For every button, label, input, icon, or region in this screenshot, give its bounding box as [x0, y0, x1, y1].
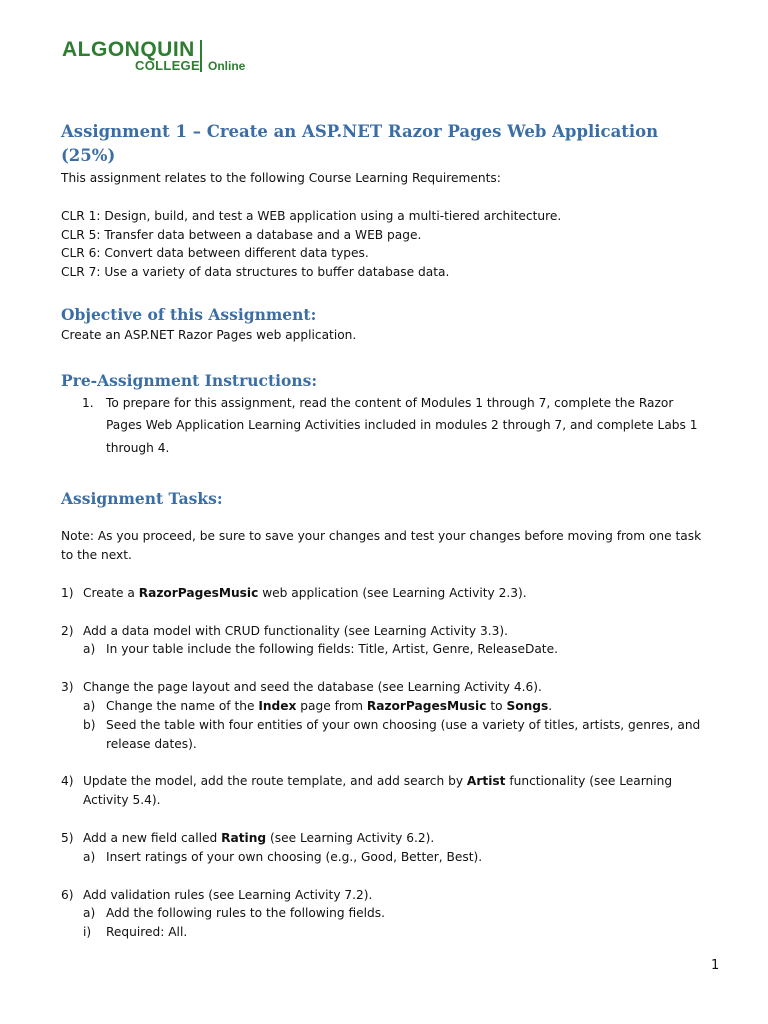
clr-item: CLR 7: Use a variety of data structures to buffer database data.: [61, 265, 450, 280]
subtask-text: In your table include the following fields: Title, Artist, Genre, ReleaseDate.: [106, 642, 558, 657]
subtask: [83, 697, 711, 716]
sub-subtask-marker: i): [83, 925, 92, 940]
task-2: [61, 622, 711, 660]
assignment-tasks-heading: Assignment Tasks:: [61, 489, 223, 509]
task-3: [61, 678, 711, 753]
list-item-text: To prepare for this assignment, read the content of Modules 1 through 7, complete the Razor Pages Web Application Learning Activities included in modules 2 through 7, and complete Labs 1 through 4.: [106, 395, 698, 455]
intro-text: This assignment relates to the following Course Learning Requirements:: [61, 171, 501, 185]
bold-term: Songs: [506, 699, 549, 714]
subtask-marker: a): [83, 849, 96, 864]
objective-text: Create an ASP.NET Razor Pages web application.: [61, 327, 357, 342]
task-text: Add validation rules (see Learning Activity 7.2).: [83, 887, 373, 902]
task-marker: 6): [61, 887, 74, 902]
objective-heading: Objective of this Assignment:: [61, 304, 317, 324]
task-marker: 4): [61, 774, 74, 789]
task-text: Update the model, add the route template, and add search by: [83, 774, 467, 789]
document-body: [61, 120, 711, 942]
algonquin-logo: [62, 38, 262, 78]
logo-divider: [200, 40, 202, 72]
task-marker: 2): [61, 623, 74, 638]
subtask-text: Insert ratings of your own choosing (e.g., Good, Better, Best).: [106, 849, 483, 864]
subtask-text: to: [486, 699, 507, 714]
pre-assignment-heading: Pre-Assignment Instructions:: [61, 370, 318, 390]
subtask-text: Add the following rules to the following fields.: [106, 906, 386, 921]
subtask: [83, 640, 711, 659]
subtask-text: Seed the table with four entities of your own choosing (use a variety of titles, artists, genres, and release dates).: [106, 717, 701, 751]
clr-list: [61, 207, 711, 282]
note-text: Note: As you proceed, be sure to save your changes and test your changes before moving from one task to the next.: [61, 529, 702, 563]
sub-subtask: [61, 923, 711, 942]
task-text: (see Learning Activity 6.2).: [266, 831, 435, 846]
task-text: web application (see Learning Activity 2.3).: [258, 585, 527, 600]
subtask-marker: a): [83, 699, 96, 714]
logo-college: COLLEGE: [135, 58, 200, 73]
task-text: Change the page layout and seed the database (see Learning Activity 4.6).: [83, 680, 542, 695]
subtask: [83, 716, 711, 754]
bold-term: RazorPagesMusic: [366, 699, 487, 714]
task-text: functionality (see Learning Activity 5.4).: [83, 774, 673, 808]
project-name: RazorPagesMusic: [138, 585, 259, 600]
subtask-text: .: [548, 699, 553, 714]
task-marker: 5): [61, 831, 74, 846]
clr-item: CLR 5: Transfer data between a database and a WEB page.: [61, 227, 422, 242]
task-6: [61, 886, 711, 942]
task-text: Create a: [83, 585, 139, 600]
assignment-title: Assignment 1 – Create an ASP.NET Razor Pages Web Application (25%): [61, 122, 659, 165]
bold-term: Rating: [221, 831, 267, 846]
list-marker: 1.: [82, 395, 94, 410]
logo-wordmark: ALGONQUIN: [62, 38, 195, 61]
clr-item: CLR 6: Convert data between different data types.: [61, 246, 369, 261]
subtask-marker: b): [83, 717, 96, 732]
bold-term: Index: [258, 699, 297, 714]
subtask: [83, 848, 711, 867]
task-marker: 1): [61, 585, 74, 600]
list-item: [61, 392, 711, 460]
bold-term: Artist: [466, 774, 506, 789]
subtask-marker: a): [83, 906, 96, 921]
sub-subtask-text: Required: All.: [106, 925, 188, 940]
clr-item: CLR 1: Design, build, and test a WEB application using a multi-tiered architecture.: [61, 208, 562, 223]
subtask-text: Change the name of the: [106, 699, 259, 714]
subtask-text: page from: [296, 699, 367, 714]
task-5: [61, 829, 711, 867]
subtask-marker: a): [83, 642, 96, 657]
task-marker: 3): [61, 680, 74, 695]
task-4: [61, 772, 711, 810]
page-number: 1: [711, 958, 720, 973]
logo-online: Online: [208, 59, 246, 73]
task-1: [61, 584, 711, 603]
task-text: Add a new field called: [83, 831, 222, 846]
subtask: [83, 904, 711, 923]
task-text: Add a data model with CRUD functionality (see Learning Activity 3.3).: [83, 623, 508, 638]
pre-assignment-list: [61, 392, 711, 460]
